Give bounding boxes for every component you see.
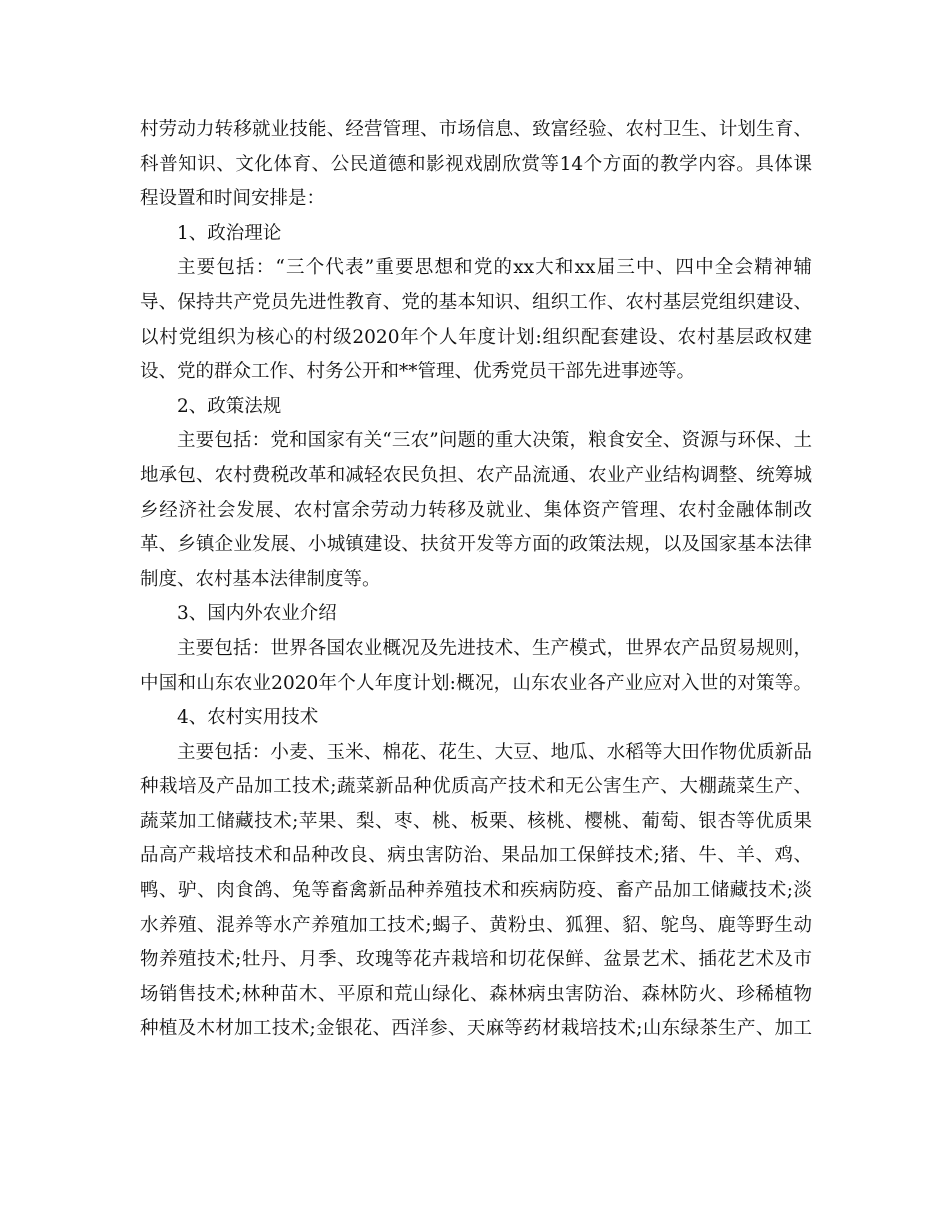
paragraph-line: 中国和山东农业2020年个人年度计划:概况，山东农业各产业应对入世的对策等。 (140, 672, 812, 694)
paragraph-line: 种植及木材加工技术;金银花、西洋参、天麻等药材栽培技术;山东绿茶生产、加工 (140, 1018, 812, 1040)
paragraph-line: 设、党的群众工作、村务公开和**管理、优秀党员干部先进事迹等。 (140, 361, 696, 383)
paragraph-line: 种栽培及产品加工技术;蔬菜新品种优质高产技术和无公害生产、大棚蔬菜生产、 (140, 776, 812, 798)
paragraph-line: 制度、农村基本法律制度等。 (140, 568, 381, 590)
paragraph-line: 水养殖、混养等水产养殖加工技术;蝎子、黄粉虫、狐狸、貂、鸵鸟、鹿等野生动 (140, 914, 812, 936)
paragraph-line: 主要包括：“三个代表”重要思想和党的xx大和xx届三中、四中全会精神辅 (177, 257, 812, 279)
paragraph-line: 主要包括：党和国家有关“三农”问题的重大决策，粮食安全、资源与环保、土 (177, 430, 812, 452)
paragraph-line: 科普知识、文化体育、公民道德和影视戏剧欣赏等14个方面的教学内容。具体课 (140, 153, 812, 175)
document-body (140, 113, 812, 1047)
section-heading-4: 4、农村实用技术 (177, 707, 319, 729)
paragraph-line: 物养殖技术;牡丹、月季、玫瑰等花卉栽培和切花保鲜、盆景艺术、插花艺术及市 (140, 949, 812, 971)
paragraph-line: 蔬菜加工储藏技术;苹果、梨、枣、桃、板栗、核桃、樱桃、葡萄、银杏等优质果 (140, 810, 812, 832)
paragraph-line: 主要包括：世界各国农业概况及先进技术、生产模式，世界农产品贸易规则， (177, 637, 812, 659)
paragraph-line: 程设置和时间安排是： (140, 188, 326, 210)
section-heading-3: 3、国内外农业介绍 (177, 603, 337, 625)
paragraph-line: 品高产栽培技术和品种改良、病虫害防治、果品加工保鲜技术;猪、牛、羊、鸡、 (140, 845, 812, 867)
paragraph-line: 鸭、驴、肉食鸽、兔等畜禽新品种养殖技术和疾病防疫、畜产品加工储藏技术;淡 (140, 880, 812, 902)
paragraph-line: 革、乡镇企业发展、小城镇建设、扶贫开发等方面的政策法规，以及国家基本法律 (140, 534, 812, 556)
paragraph-line: 主要包括：小麦、玉米、棉花、花生、大豆、地瓜、水稻等大田作物优质新品 (177, 741, 812, 763)
paragraph-line: 场销售技术;林种苗木、平原和荒山绿化、森林病虫害防治、森林防火、珍稀植物 (140, 983, 812, 1005)
paragraph-line: 乡经济社会发展、农村富余劳动力转移及就业、集体资产管理、农村金融体制改 (140, 499, 812, 521)
paragraph-line: 导、保持共产党员先进性教育、党的基本知识、组织工作、农村基层党组织建设、 (140, 291, 812, 313)
section-heading-1: 1、政治理论 (177, 222, 282, 244)
section-heading-2: 2、政策法规 (177, 395, 282, 417)
paragraph-line: 地承包、农村费税改革和减轻农民负担、农产品流通、农业产业结构调整、统筹城 (140, 464, 812, 486)
paragraph-line: 村劳动力转移就业技能、经营管理、市场信息、致富经验、农村卫生、计划生育、 (140, 119, 812, 140)
paragraph-line: 以村党组织为核心的村级2020年个人年度计划:组织配套建设、农村基层政权建 (140, 326, 812, 348)
